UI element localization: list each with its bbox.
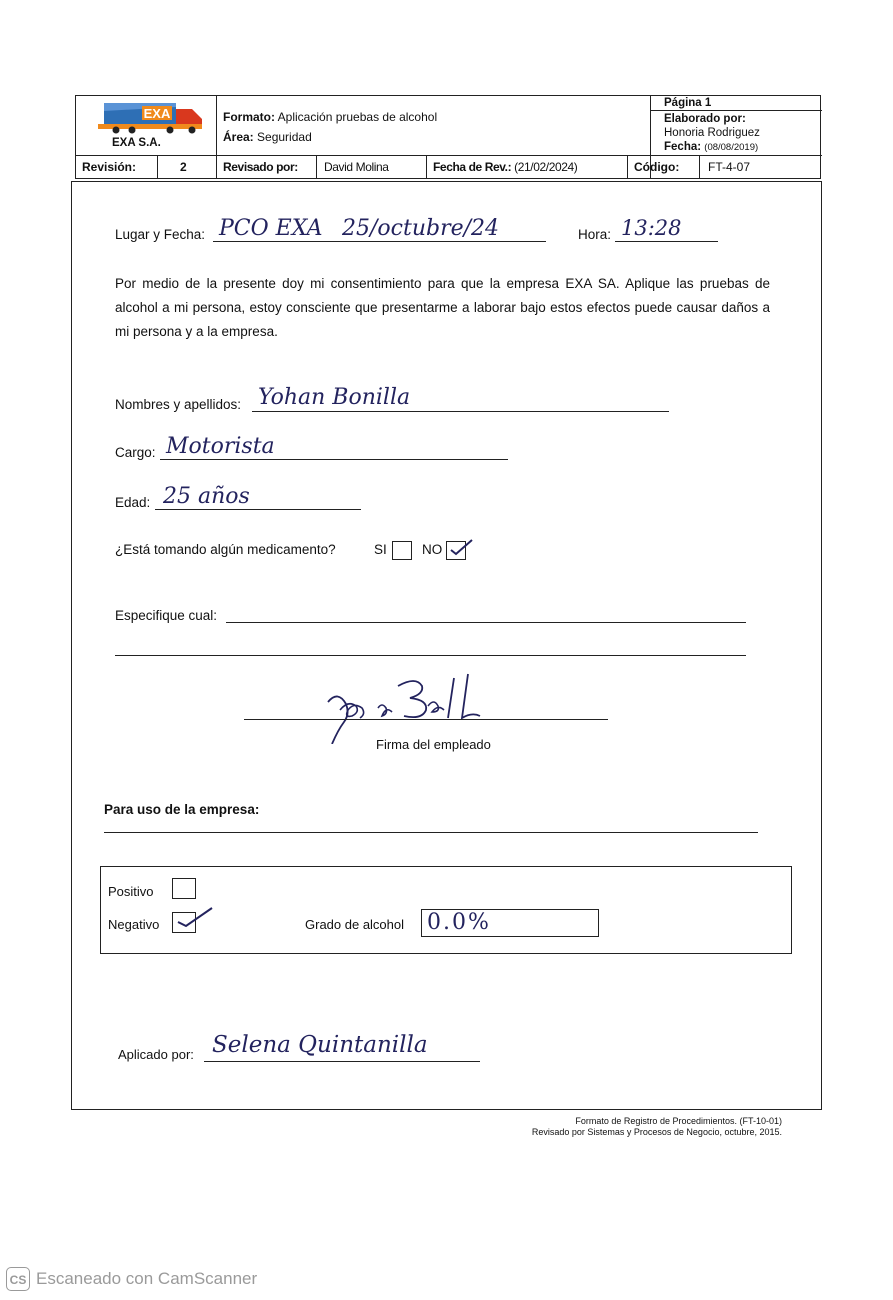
hora-label: Hora: [578,227,612,242]
footer-line-1: Formato de Registro de Procedimientos. (FT-10-01) [575,1116,782,1126]
elaborado-label: Elaborado por: [664,113,746,125]
grado-label: Grado de alcohol [305,917,405,932]
hora-line [615,241,718,242]
fecha-value[interactable]: 25/octubre/24 [342,216,500,241]
si-checkbox[interactable] [392,541,412,560]
nombres-line [252,411,669,412]
codigo-value: FT-4-07 [708,160,751,174]
empresa-section-title: Para uso de la empresa: [104,802,260,817]
cargo-value[interactable]: Motorista [166,434,275,459]
fecha-label: Fecha: [664,141,702,153]
camscanner-text: Escaneado con CamScanner [36,1269,258,1288]
area-label: Área: [223,130,254,144]
cargo-label: Cargo: [115,445,156,460]
cargo-line [160,459,508,460]
header-divider [650,110,822,111]
edad-value[interactable]: 25 años [163,484,250,509]
header-divider [76,155,822,156]
especifique-label: Especifique cual: [115,608,218,623]
positivo-checkbox[interactable] [172,878,196,899]
revision-value: 2 [180,160,187,174]
header-divider [157,155,158,178]
no-checkmark-icon [446,538,474,560]
area-row [223,130,312,144]
negativo-checkmark-icon [172,904,214,932]
header-divider [316,155,317,178]
aplicado-line [204,1061,480,1062]
header-divider [627,155,628,178]
camscanner-watermark [6,1267,257,1291]
employee-signature-icon [318,672,498,744]
si-label: SI [374,542,387,557]
grado-value: 0.0% [427,910,491,935]
hora-value[interactable]: 13:28 [621,216,682,240]
area-value: Seguridad [257,130,312,144]
fecha-rev-label: Fecha de Rev.: [433,160,512,174]
revision-label: Revisión: [82,160,137,174]
firma-line [244,719,608,720]
fecha-rev-row [433,160,577,174]
elaborado-value: Honoria Rodriguez [664,127,760,139]
fecha-row [664,141,758,153]
edad-label: Edad: [115,495,151,510]
fecha-value: (08/08/2019) [704,142,759,153]
company-name: EXA S.A. [112,137,161,149]
page-number: Página 1 [664,97,712,109]
formato-label: Formato: [223,110,275,124]
revisado-label: Revisado por: [223,160,298,174]
especifique-line [226,622,746,623]
formato-row [223,110,437,124]
empresa-section-line [104,832,758,833]
header-divider [699,155,700,178]
revisado-value: David Molina [324,160,389,174]
fecha-rev-value: (21/02/2024) [514,160,578,174]
lugar-fecha-line [213,241,546,242]
formato-value: Aplicación pruebas de alcohol [277,110,438,124]
logo-text: EXA [143,106,171,121]
negativo-label: Negativo [108,917,160,932]
firma-label: Firma del empleado [376,737,491,752]
edad-line [155,509,361,510]
codigo-label: Código: [634,160,680,174]
header-divider [426,155,427,178]
nombres-label: Nombres y apellidos: [115,397,242,412]
no-label: NO [422,542,443,557]
aplicado-label: Aplicado por: [118,1047,194,1062]
aplicado-value[interactable]: Selena Quintanilla [212,1032,428,1058]
exa-truck-logo [98,101,206,135]
consent-paragraph: Por medio de la presente doy mi consentimiento para que la empresa EXA SA. Aplique las pruebas de alcohol a mi persona, estoy consciente que presentarme a laborar bajo estos efectos puede causar daños a mi persona y a la empresa. [115,276,770,339]
header-divider [216,96,217,178]
nombres-value[interactable]: Yohan Bonilla [258,385,411,410]
lugar-value[interactable]: PCO EXA [219,216,323,241]
especifique-line-2 [115,655,746,656]
camscanner-icon: CS [6,1267,30,1291]
positivo-label: Positivo [108,884,154,899]
lugar-fecha-label: Lugar y Fecha: [115,227,206,242]
footer-line-2: Revisado por Sistemas y Procesos de Negocio, octubre, 2015. [531,1127,782,1137]
medicamento-question: ¿Está tomando algún medicamento? [115,542,336,557]
form-header-table [75,95,821,179]
